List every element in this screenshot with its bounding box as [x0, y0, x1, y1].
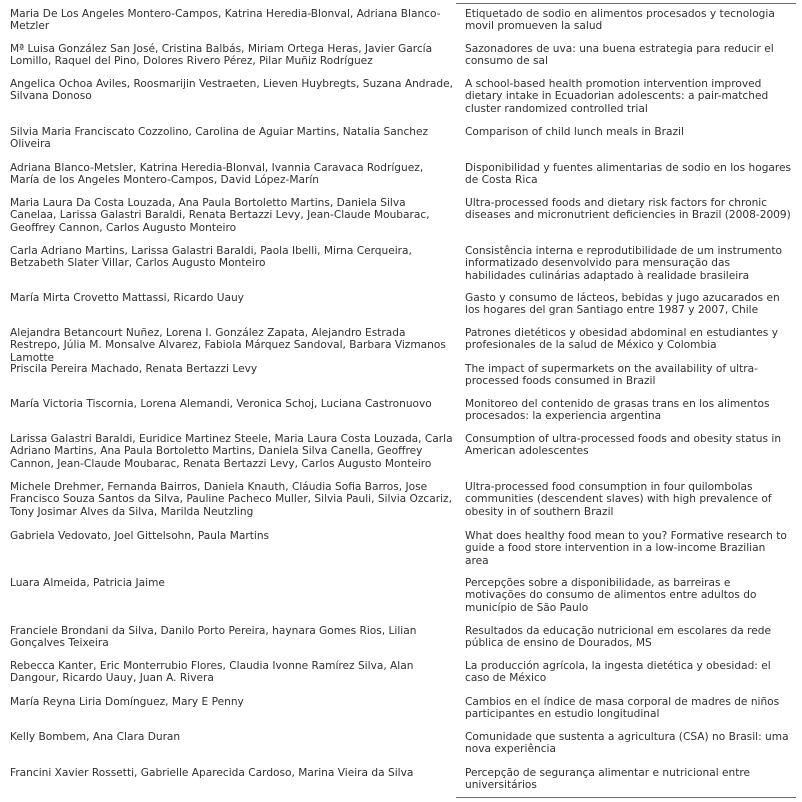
title-cell: Ultra-processed food consumption in four quilombolas communities (descendent slaves) with high prevalence of obesity in of southern Brazil [465, 481, 772, 518]
authors-cell: Larissa Galastri Baraldi, Euridice Martinez Steele, Maria Laura Costa Louzada, Carla Adriano Martins, Ana Paula Bortoletto Martins, Daniela Silva Canella, Geoffrey Cannon, Jean-Claude Moubarac, Renata Bertazzi Levy, Carlos Augusto Monteiro [10, 433, 453, 470]
title-cell: Ultra-processed foods and dietary risk factors for chronic diseases and micronutrient deficiencies in Brazil (2008-2009) [465, 197, 791, 222]
authors-cell: Alejandra Betancourt Nuñez, Lorena I. González Zapata, Alejandro Estrada Restrepo, Júlia M. Monsalve Alvarez, Fabiola Márquez Sandoval, Barbara Vizmanos Lamotte [10, 327, 446, 364]
authors-cell: Maria Laura Da Costa Louzada, Ana Paula Bortoletto Martins, Daniela Silva Canelaa, Larissa Galastri Baraldi, Renata Bertazzi Levy, Jean-Claude Moubarac, Geoffrey Cannon, Carlos Augusto Monteiro [10, 197, 430, 234]
authors-cell: Gabriela Vedovato, Joel Gittelsohn, Paula Martins [10, 530, 270, 542]
authors-cell: Silvia Maria Franciscato Cozzolino, Carolina de Aguiar Martins, Natalia Sanchez Oliveira [10, 126, 429, 151]
authors-cell: María Mirta Crovetto Mattassi, Ricardo Uauy [10, 292, 244, 304]
authors-cell: Priscila Pereira Machado, Renata Bertazzi Levy [10, 363, 258, 375]
authors-cell: María Reyna Liria Domínguez, Mary E Penny [10, 696, 244, 708]
title-cell: Cambios en el índice de masa corporal de madres de niños participantes en estudio longitudinal [465, 696, 780, 721]
authors-cell: Franciele Brondani da Silva, Danilo Porto Pereira, haynara Gomes Rios, Lilian Gonçalves Teixeira [10, 625, 417, 650]
authors-cell: Adriana Blanco-Metsler, Katrina Heredia-Blonval, Ivannia Caravaca Rodríguez, María de los Angeles Montero-Campos, David López-Marín [10, 162, 424, 187]
title-cell: Etiquetado de sodio en alimentos procesados y tecnologia movil promueven la salud [465, 8, 775, 33]
title-cell: Comparison of child lunch meals in Brazil [465, 126, 684, 138]
title-cell: Comunidade que sustenta a agricultura (CSA) no Brasil: uma nova experiência [465, 731, 789, 756]
authors-cell: Carla Adriano Martins, Larissa Galastri Baraldi, Paola Ibelli, Mirna Cerqueira, Betzabeth Slater Villar, Carlos Augusto Monteiro [10, 245, 412, 270]
authors-cell: Michele Drehmer, Fernanda Bairros, Daniela Knauth, Cláudia Sofia Barros, Jose Francisco Souza Santos da Silva, Pauline Pacheco Muller, Silvia Pauli, Silvia Ozcariz, Tony Josimar Alves da Silva, Marilda Neutzling [10, 481, 452, 518]
authors-cell: María Victoria Tiscornia, Lorena Alemandi, Veronica Schoj, Luciana Castronuovo [10, 398, 432, 410]
title-cell: Percepção de segurança alimentar e nutricional entre universitários [465, 767, 751, 792]
title-cell: A school-based health promotion intervention improved dietary intake in Ecuadorian adolescents: a pair-matched cluster randomized controlled trial [465, 78, 769, 115]
title-cell: Monitoreo del contenido de grasas trans en los alimentos procesados: la experiencia argentina [465, 398, 770, 423]
title-cell: Disponibilidad y fuentes alimentarias de sodio en los hogares de Costa Rica [465, 162, 792, 187]
title-cell: Sazonadores de uva: una buena estrategia para reducir el consumo de sal [465, 43, 774, 68]
bottom-rule [456, 797, 796, 798]
title-cell: Resultados da educação nutricional em escolares da rede pública de ensino de Dourados, MS [465, 625, 771, 650]
title-cell: What does healthy food mean to you? Formative research to guide a food store intervention in a low-income Brazilian area [465, 530, 787, 567]
title-cell: Consistência interna e reprodutibilidade de um instrumento informatizado desenvolvido para mensuração das habilidades culinárias adaptado à realidade brasileira [465, 245, 783, 282]
authors-cell: Kelly Bombem, Ana Clara Duran [10, 731, 181, 743]
authors-cell: Luara Almeida, Patricia Jaime [10, 577, 165, 589]
title-cell: Gasto y consumo de lácteos, bebidas y jugo azucarados en los hogares del gran Santiago entre 1987 y 2007, Chile [465, 292, 780, 317]
title-cell: Consumption of ultra-processed foods and obesity status in American adolescentes [465, 433, 782, 458]
title-cell: Percepções sobre a disponibilidade, as barreiras e motivações do consumo de alimentos entre adultos do município de São Paulo [465, 577, 757, 614]
authors-cell: Rebecca Kanter, Eric Monterrubio Flores, Claudia Ivonne Ramírez Silva, Alan Dangour, Ricardo Uauy, Juan A. Rivera [10, 660, 414, 685]
authors-cell: Francini Xavier Rossetti, Gabrielle Aparecida Cardoso, Marina Vieira da Silva [10, 767, 414, 779]
title-cell: The impact of supermarkets on the availability of ultra-processed foods consumed in Brazil [465, 363, 758, 388]
title-cell: Patrones dietéticos y obesidad abdominal en estudiantes y profesionales de la salud de México y Colombia [465, 327, 778, 352]
authors-cell: Mª Luisa González San José, Cristina Balbás, Miriam Ortega Heras, Javier García Lomillo, Raquel del Pino, Dolores Rivero Pérez, Pilar Muñiz Rodríguez [10, 43, 433, 68]
authors-cell: Maria De Los Angeles Montero-Campos, Katrina Heredia-Blonval, Adriana Blanco-Metzler [10, 8, 441, 33]
top-rule [456, 3, 796, 4]
title-cell: La producción agrícola, la ingesta dietética y obesidad: el caso de México [465, 660, 771, 685]
authors-cell: Angelica Ochoa Aviles, Roosmarijin Vestraeten, Lieven Huybregts, Suzana Andrade, Silvana Donoso [10, 78, 453, 103]
